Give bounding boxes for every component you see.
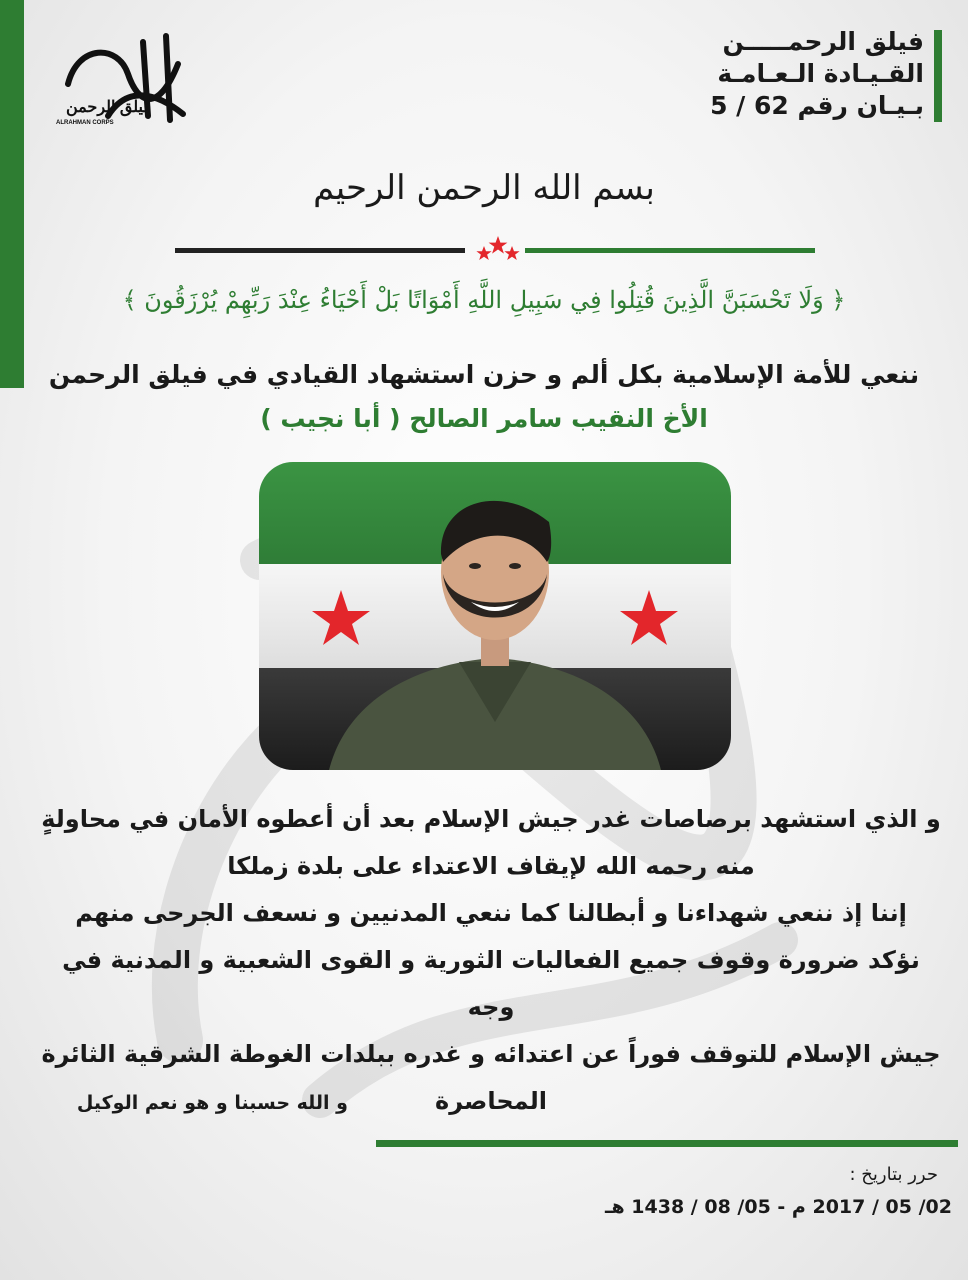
- date-label: حرر بتاريخ :: [849, 1164, 938, 1185]
- alrahman-logo: [48, 24, 198, 154]
- divider-green: [525, 248, 815, 253]
- bismillah-heading: بسم الله الرحمن الرحيم: [313, 168, 655, 208]
- org-name: فيلق الرحمـــــن: [722, 27, 924, 56]
- mourning-line: ننعي للأمة الإسلامية بكل ألم و حزن استشهاد القيادي في فيلق الرحمن: [48, 360, 920, 389]
- right-accent-bar: [934, 30, 942, 122]
- body-line: منه رحمه الله لإيقاف الاعتداء على بلدة زملكا: [227, 852, 755, 880]
- statement-body: [40, 796, 942, 1125]
- quran-verse: ﴿ وَلَا تَحْسَبَنَّ الَّذِينَ قُتِلُوا فِي سَبِيلِ اللَّهِ أَمْوَاتًا بَلْ أَحْيَاءُ عِنْدَ رَبِّهِمْ يُرْزَقُونَ ﴾: [122, 286, 846, 314]
- footer-divider: [376, 1140, 958, 1147]
- svg-text:فيلق الرحمن: فيلق الرحمن: [66, 99, 152, 116]
- martyr-photo: [259, 462, 731, 770]
- closing-prayer: و الله حسبنا و هو نعم الوكيل: [76, 1092, 348, 1114]
- body-line: إننا إذ ننعي شهداءنا و أبطالنا كما ننعي المدنيين و نسعف الجرحى منهم: [75, 899, 907, 927]
- command-title: القـيـادة الـعـامـة: [717, 59, 924, 88]
- body-line: نؤكد ضرورة وقوف جميع الفعاليات الثورية و القوى الشعبية و المدنية في وجه: [62, 946, 920, 1021]
- three-stars-icon: [476, 234, 520, 264]
- date-value: 02/ 05 / 2017 م - 05/ 08 / 1438 هـ: [604, 1196, 952, 1218]
- header-block: [594, 26, 924, 122]
- body-line: المحاصرة: [435, 1087, 547, 1115]
- statement-number: بـيـان رقم 62 / 5: [710, 91, 924, 120]
- body-line: و الذي استشهد برصاصات غدر جيش الإسلام بعد أن أعطوه الأمان في محاولةٍ: [41, 805, 941, 833]
- martyr-name: الأخ النقيب سامر الصالح ( أبا نجيب ): [260, 404, 708, 433]
- divider-black: [175, 248, 465, 253]
- body-line: جيش الإسلام للتوقف فوراً عن اعتدائه و غدره ببلدات الغوطة الشرقية الثائرة: [41, 1040, 941, 1068]
- svg-text:ALRAHMAN CORPS: ALRAHMAN CORPS: [56, 120, 114, 126]
